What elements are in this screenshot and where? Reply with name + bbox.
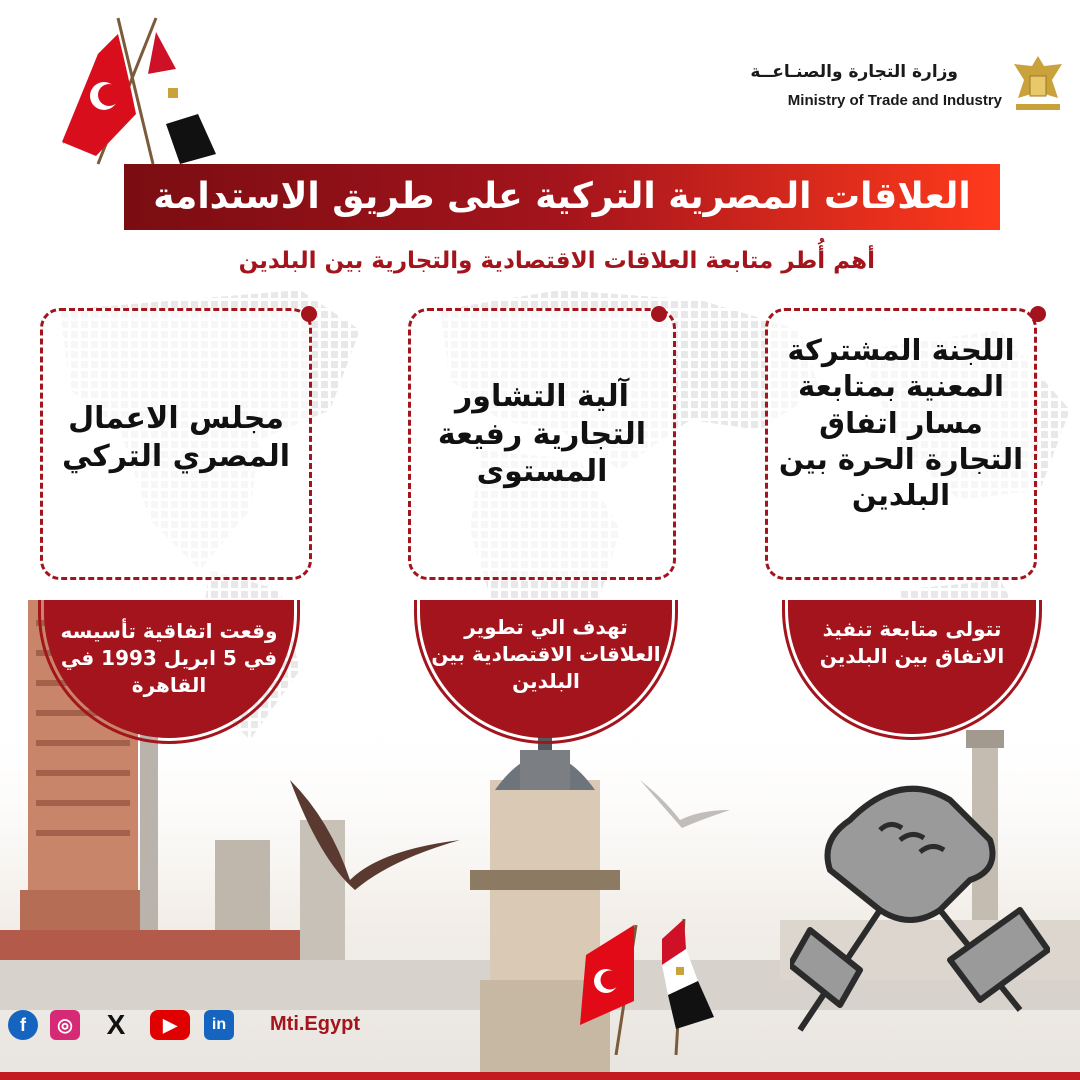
card-title: اللجنة المشتركة المعنية بمتابعة مسار اتفاق التجارة الحرة بين البلدين	[778, 333, 1024, 512]
card-marker-dot	[651, 306, 667, 322]
bottom-accent-strip	[0, 1072, 1080, 1080]
turkey-egypt-flags-icon	[58, 14, 228, 174]
card-detail-text: تتولى متابعة تنفيذ الاتفاق بين البلدين	[819, 617, 1005, 668]
page-subtitle: أهم أُطر متابعة العلاقات الاقتصادية والتجارية بين البلدين	[238, 248, 875, 274]
card-title: آلية التشاور التجارية رفيعة المستوى	[437, 379, 647, 489]
youtube-icon[interactable]: ▶	[150, 1010, 190, 1040]
x-icon[interactable]: X	[106, 1009, 126, 1040]
social-handle[interactable]: Mti.Egypt	[270, 1013, 360, 1035]
handshake-icon	[790, 760, 1050, 1060]
ministry-name-english: Ministry of Trade and Industry	[787, 92, 1002, 109]
page-title: العلاقات المصرية التركية على طريق الاستدامة	[153, 176, 971, 217]
card-marker-dot	[301, 306, 317, 322]
turkey-egypt-flags-icon	[576, 905, 716, 1055]
ministry-name-arabic: وزارة التجارة والصنـاعــة	[750, 62, 958, 82]
instagram-icon[interactable]: ◎	[50, 1010, 80, 1040]
ministry-eagle-logo	[1008, 52, 1068, 114]
linkedin-icon[interactable]: in	[204, 1010, 234, 1040]
card-detail-text: تهدف الي تطوير العلاقات الاقتصادية بين البلدين	[431, 615, 661, 693]
card-marker-dot	[1030, 306, 1046, 322]
card-detail-text: وقعت اتفاقية تأسيسه في 5 ابريل 1993 في القاهرة	[60, 619, 278, 697]
facebook-icon[interactable]: f	[8, 1010, 38, 1040]
card-title: مجلس الاعمال المصري التركي	[61, 401, 291, 474]
